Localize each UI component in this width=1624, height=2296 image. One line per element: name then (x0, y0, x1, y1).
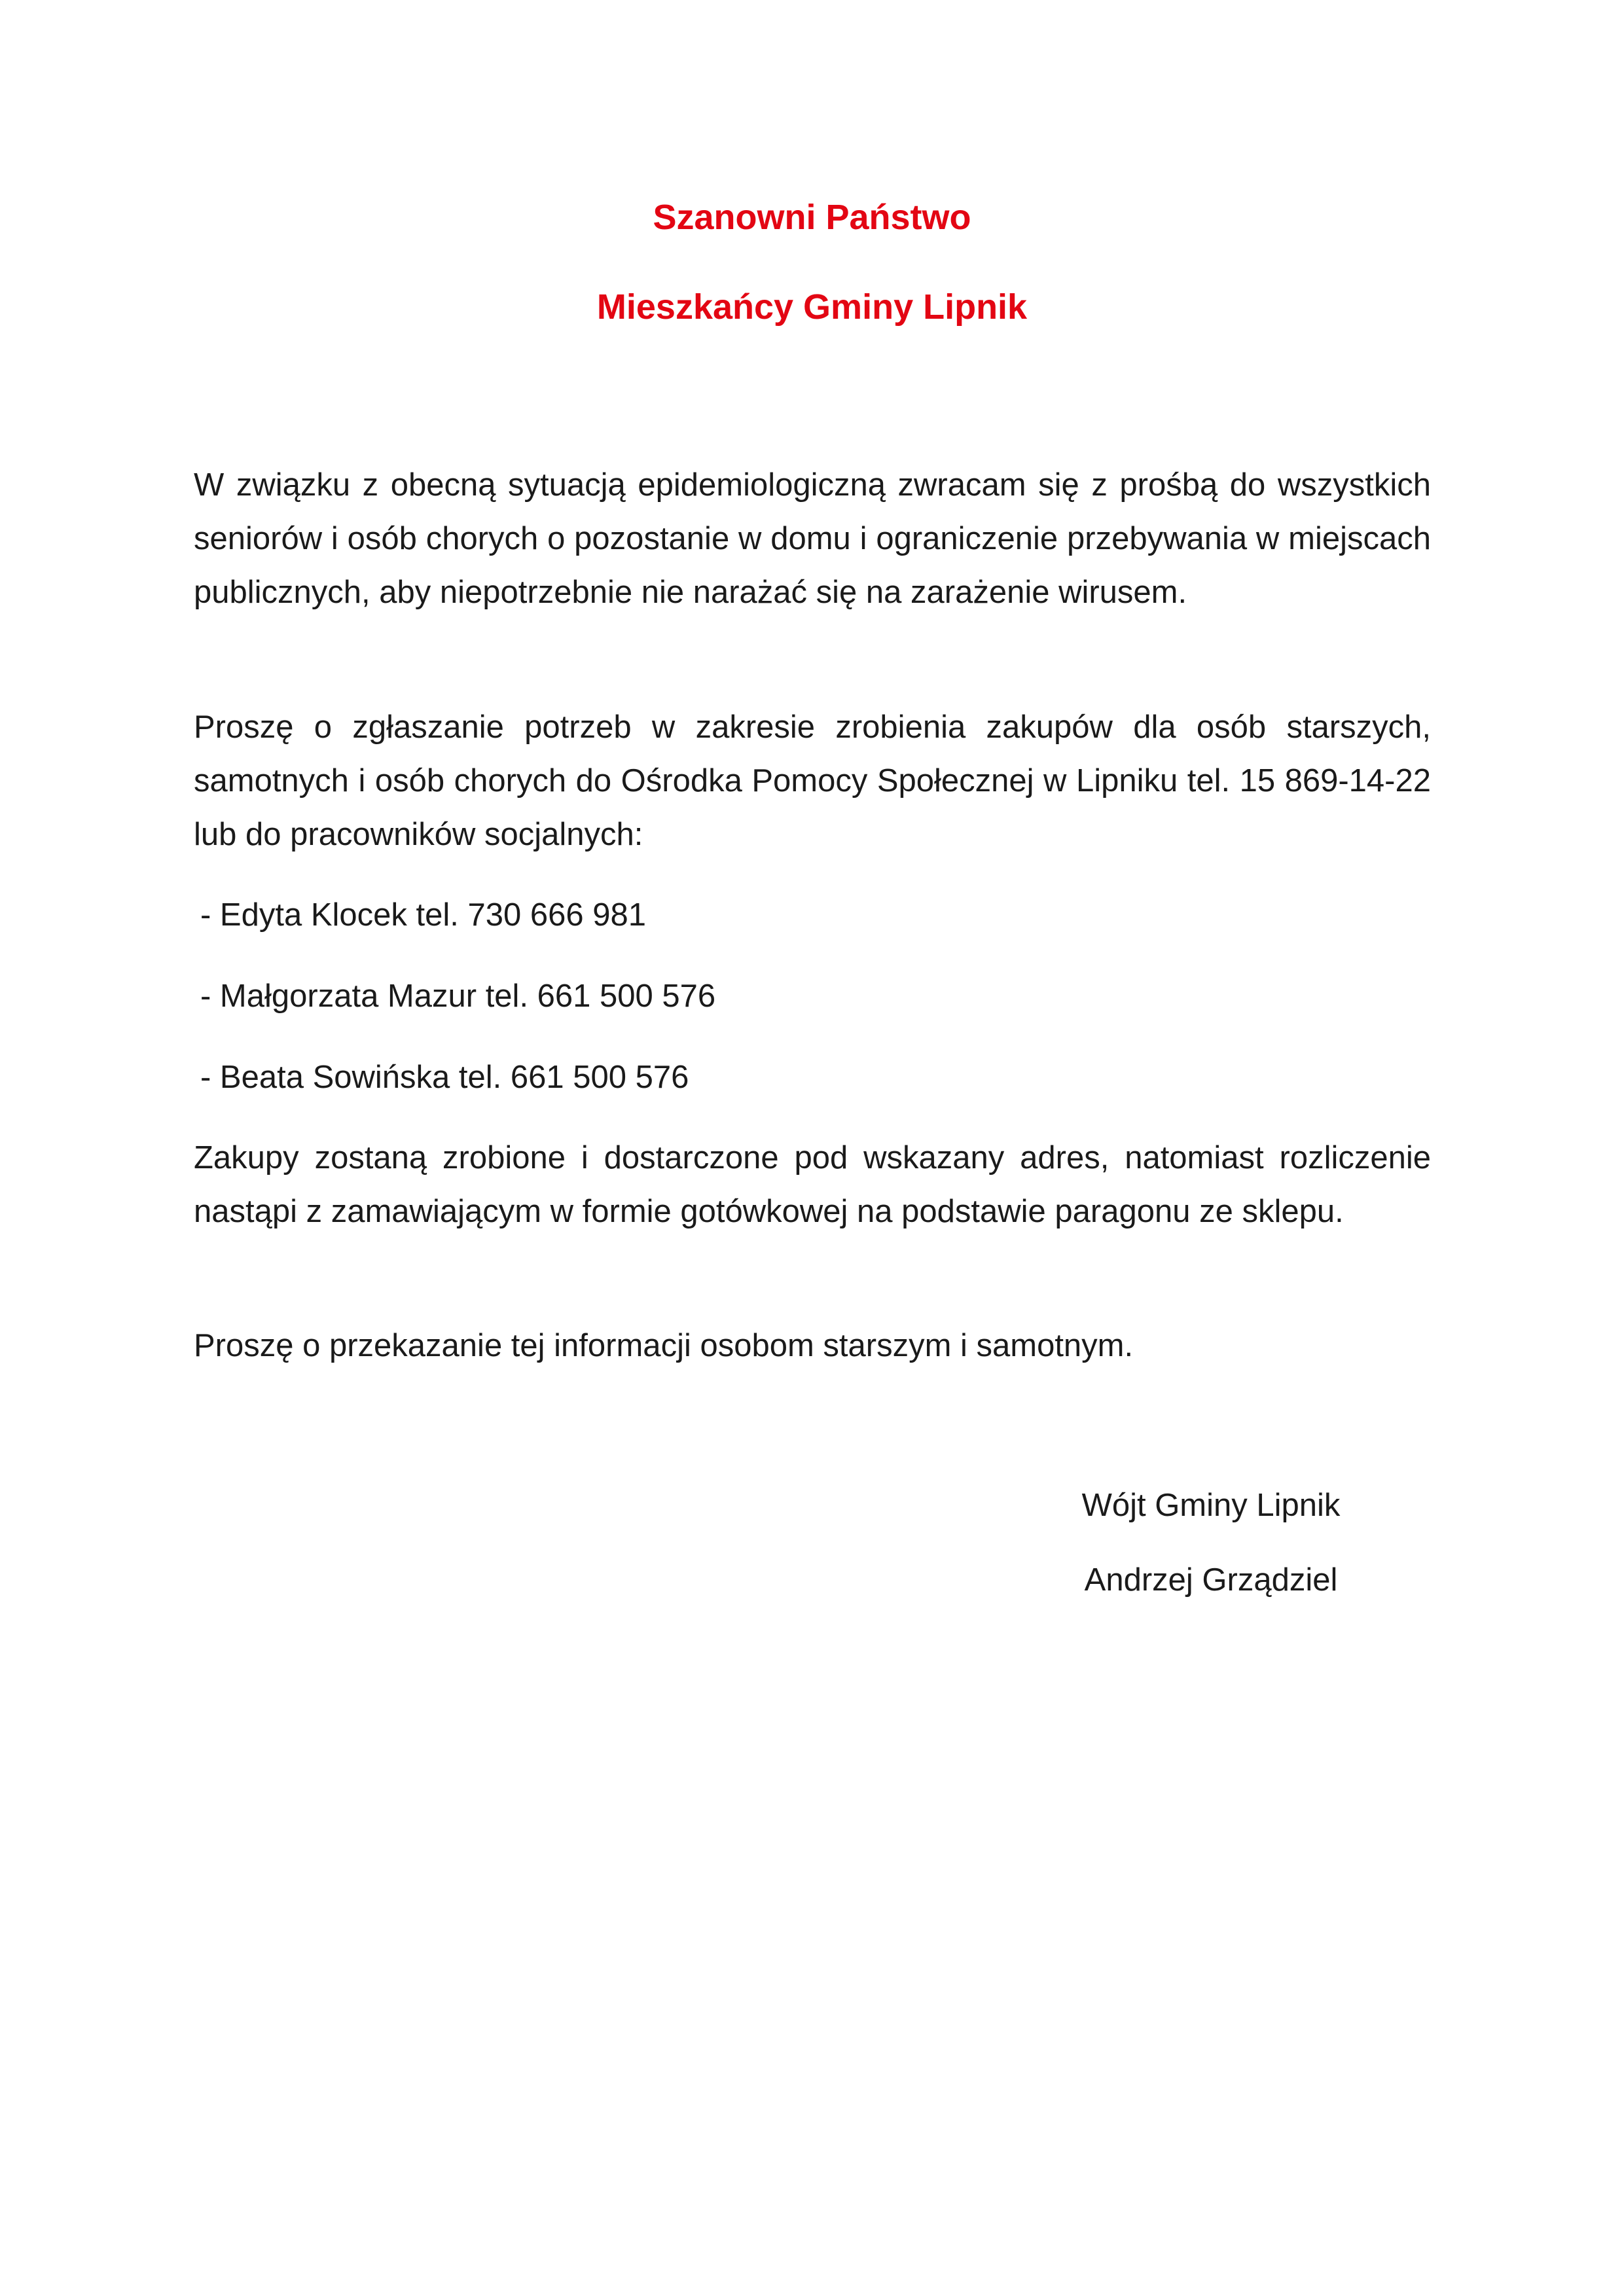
paragraph-request: Proszę o zgłaszanie potrzeb w zakresie zrobienia zakupów dla osób starszych, samotnych i osób chorych do Ośrodka Pomocy Społecznej w Lipniku tel. 15 869-14-22 lub do pracowników socjalnych: (194, 709, 1431, 852)
signature-title: Wójt Gminy Lipnik (1081, 1488, 1341, 1523)
paragraph-closing: Proszę o przekazanie tej informacji osobom starszym i samotnym. (194, 1328, 1134, 1363)
signature-name: Andrzej Grządziel (1084, 1562, 1338, 1598)
addressee-heading: Mieszkańcy Gminy Lipnik (596, 287, 1028, 327)
paragraph-appeal: W związku z obecną sytuacją epidemiologiczną zwracam się z prośbą do wszystkich seniorów i osób chorych o pozostanie w domu i ograniczenie przebywania w miejscach publicznych, aby niepotrzebnie nie narażać się na zarażenie wirusem. (194, 467, 1431, 610)
contact-item: - Beata Sowińska tel. 661 500 576 (200, 1060, 689, 1095)
paragraph-delivery: Zakupy zostaną zrobione i dostarczone pod wskazany adres, natomiast rozliczenie nastąpi z zamawiającym w formie gotówkowej na podstawie paragonu ze sklepu. (194, 1140, 1431, 1229)
greeting-heading: Szanowni Państwo (653, 198, 971, 237)
contact-item: - Edyta Klocek tel. 730 666 981 (200, 897, 646, 933)
contact-item: - Małgorzata Mazur tel. 661 500 576 (200, 978, 716, 1014)
